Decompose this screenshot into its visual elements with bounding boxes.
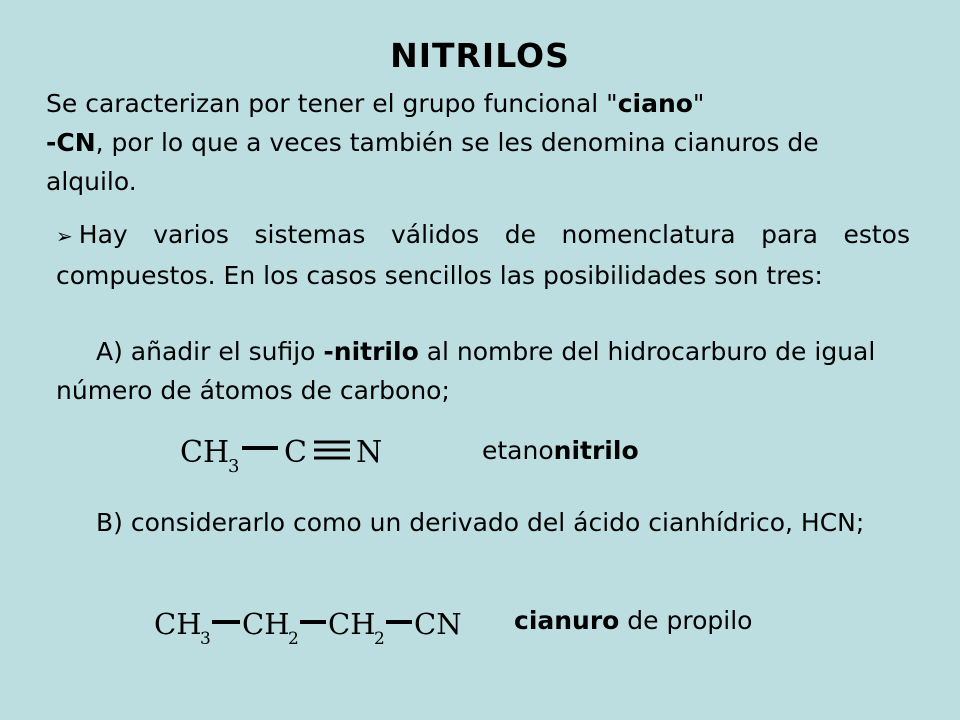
option-a-text-1: A) añadir el sufijo (96, 337, 324, 366)
intro-text-2: " (692, 89, 705, 118)
formula1-c: C (284, 435, 307, 470)
option-a-paragraph (56, 332, 916, 410)
option-b-paragraph (72, 503, 932, 542)
intro-text-1: Se caracterizan por tener el grupo funcional " (46, 89, 618, 118)
example2-name-suffix: de propilo (619, 606, 753, 635)
option-a-suffix: -nitrilo (323, 337, 419, 366)
intro-paragraph (46, 84, 916, 201)
propyl-cyanide-formula (152, 600, 462, 652)
example1-name (482, 436, 639, 465)
intro-text-3: , por lo que a veces también se les denomina cianuros de alquilo. (46, 128, 819, 196)
formula2-ch-2: CH (242, 607, 290, 641)
formula1-ch: CH (180, 435, 230, 470)
bullet-text: Hay varios sistemas válidos de nomenclatura para estos compuestos. En los casos sencillos las posibilidades son tres: (56, 220, 910, 290)
example1-name-bold: nitrilo (553, 436, 639, 465)
option-b-text: B) considerarlo como un derivado del ácido cianhídrico, HCN; (96, 508, 865, 537)
formula2-ch-1: CH (154, 607, 202, 641)
example1-name-prefix: etano (482, 436, 554, 465)
formula1-sub3: 3 (228, 456, 240, 477)
formula2-sub2-1: 2 (288, 629, 299, 649)
arrow-bullet-icon: ➢ (56, 224, 73, 248)
ethanenitrile-formula (178, 428, 388, 478)
intro-cn-group: -CN (46, 128, 96, 157)
intro-ciano: ciano (617, 89, 693, 118)
example2-name (514, 606, 752, 635)
formula1-n: N (356, 435, 383, 470)
formula2-sub3: 3 (200, 629, 211, 649)
example2-name-bold: cianuro (514, 606, 620, 635)
option-a-text-2: al nombre del hidrocarburo de igual número de átomos de carbono; (56, 337, 876, 405)
page-title: NITRILOS (390, 36, 570, 75)
formula2-cn: CN (414, 607, 462, 641)
bullet-paragraph (56, 215, 910, 295)
formula2-sub2-2: 2 (374, 629, 385, 649)
formula2-ch-3: CH (328, 607, 376, 641)
